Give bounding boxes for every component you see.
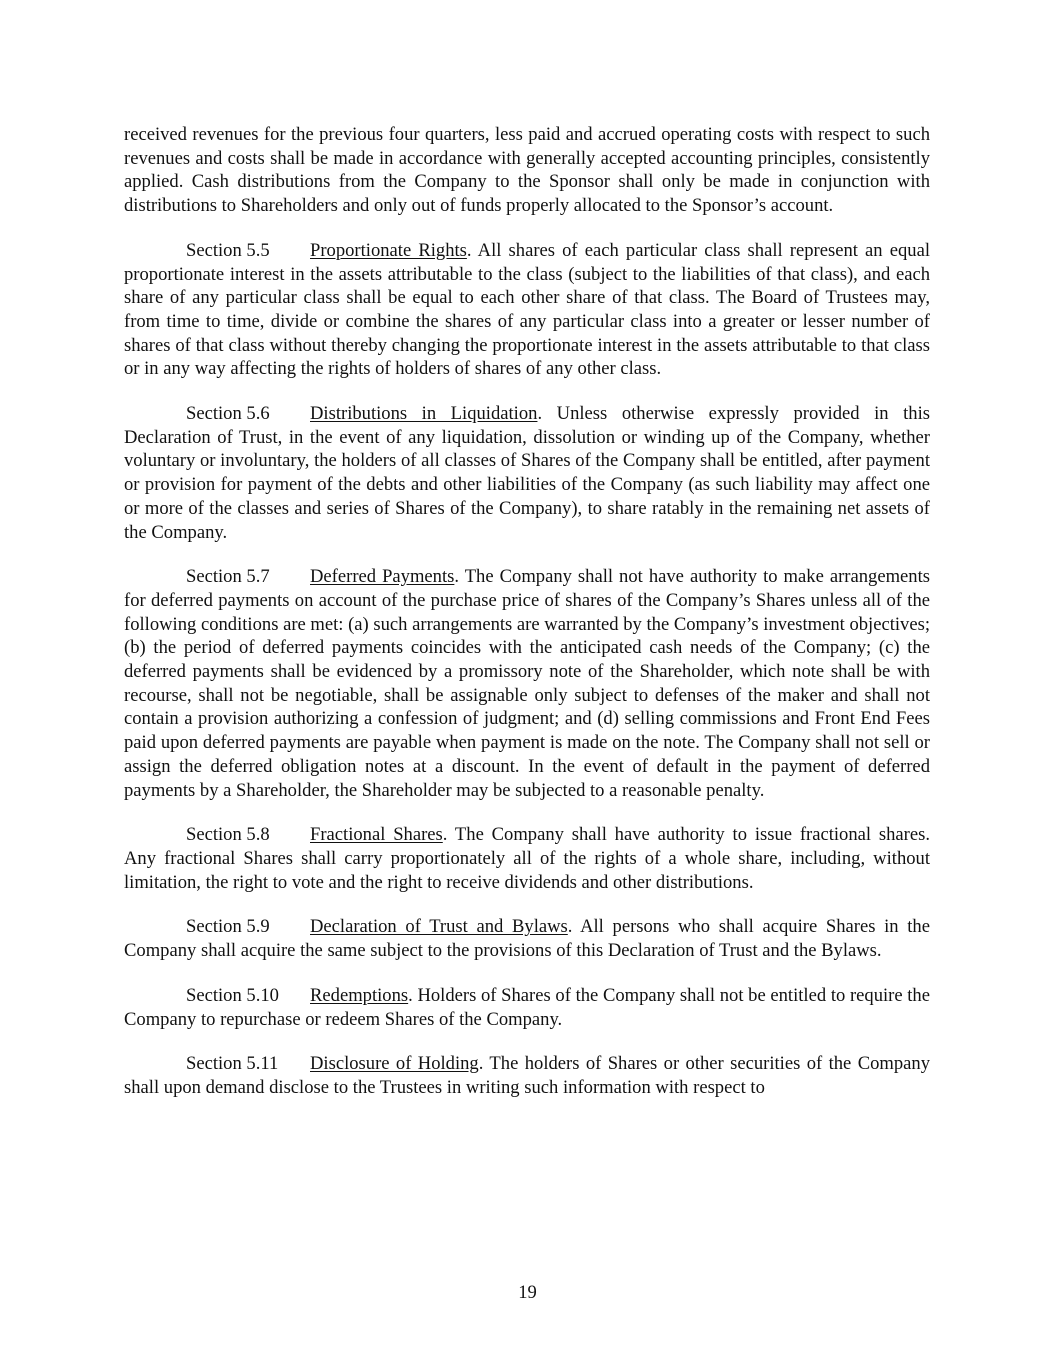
section-text: . The Company shall have authority to issue fractional shares. Any fractional Shares shall carry proportionately all of the rights of a whole share, including, without limitation, the right to vote and the right to receive dividends and other distributions.: [124, 824, 930, 893]
section-text: . Holders of Shares of the Company shall not be entitled to require the Company to repurchase or redeem Shares of the Company.: [124, 984, 930, 1030]
section-text: . Unless otherwise expressly provided in this Declaration of Trust, in the event of any liquidation, dissolution or winding up of the Company, whether voluntary or involuntary, the holders of all classes of Shares of the Company shall be entitled, after payment or provision for payment of the debts and other liabilities of the Company (as such liability may affect one or more of the classes and series of Shares of the Company), to share ratably in the remaining net assets of the Company.: [124, 403, 930, 543]
section-number: Section 5.7: [186, 566, 270, 588]
section-text: . The Company shall not have authority to make arrangements for deferred payments on account of the purchase price of shares of the Company’s Shares unless all of the following conditions are met: (a) such arrangements are warranted by the Company’s investment objectives; (b) the period of deferred payments coincides with the anticipated cash needs of the Company; (c) the deferred payments shall be evidenced by a promissory note of the Shareholder, which note shall be with recourse, shall not be negotiable, shall be assignable only subject to defenses of the maker and shall not contain a provision authorizing a confession of judgment; and (d) selling commissions and Front End Fees paid upon deferred payments are payable when payment is made on the note. The Company shall not sell or assign the deferred obligation notes at a discount. In the event of default in the payment of deferred payments by a Shareholder, the Shareholder may be subjected to a reasonable penalty.: [124, 566, 931, 801]
section-5-6: [124, 402, 930, 544]
section-text: . The holders of Shares or other securities of the Company shall upon demand disclose to the Trustees in writing such information with respect to: [124, 1053, 930, 1098]
section-text: . All shares of each particular class shall represent an equal proportionate interest in the assets attributable to the class (subject to the liabilities of that class), and each share of any particular class shall be equal to each other share of that class. The Board of Trustees may, from time to time, divide or combine the shares of any particular class into a greater or lesser number of shares of that class without thereby changing the proportionate interest in the assets attributable to that class or in any way affecting the rights of holders of shares of any other class.: [124, 239, 930, 380]
section-heading: Declaration of Trust and Bylaws: [310, 916, 568, 938]
section-number: Section 5.10: [186, 984, 279, 1006]
section-heading: Fractional Shares: [310, 824, 443, 846]
document-page: [124, 123, 930, 1121]
section-5-10: [124, 984, 930, 1031]
continuation-paragraph: received revenues for the previous four quarters, less paid and accrued operating costs with respect to such revenues and costs shall be made in accordance with generally accepted accounting principles, consistently applied. Cash distributions from the Company to the Sponsor shall only be made in conjunction with distributions to Shareholders and only out of funds properly allocated to the Sponsor’s account.: [124, 124, 930, 217]
section-number: Section 5.6: [186, 403, 270, 425]
page-number: 19: [518, 1282, 537, 1303]
section-5-9: [124, 915, 930, 962]
section-number: Section 5.9: [186, 916, 270, 938]
section-number: Section 5.8: [186, 824, 270, 846]
section-5-8: [124, 823, 930, 894]
section-number: Section 5.5: [186, 239, 270, 261]
section-heading: Proportionate Rights: [310, 239, 467, 261]
section-text: . All persons who shall acquire Shares in the Company shall acquire the same subject to the provisions of this Declaration of Trust and the Bylaws.: [124, 916, 930, 962]
section-5-7: [124, 565, 930, 802]
section-heading: Disclosure of Holding: [310, 1053, 479, 1075]
section-5-5: [124, 239, 930, 381]
section-heading: Deferred Payments: [310, 566, 455, 588]
section-heading: Distributions in Liquidation: [310, 403, 538, 425]
section-5-11: [124, 1052, 930, 1099]
section-heading: Redemptions: [310, 984, 409, 1006]
section-number: Section 5.11: [186, 1053, 279, 1075]
